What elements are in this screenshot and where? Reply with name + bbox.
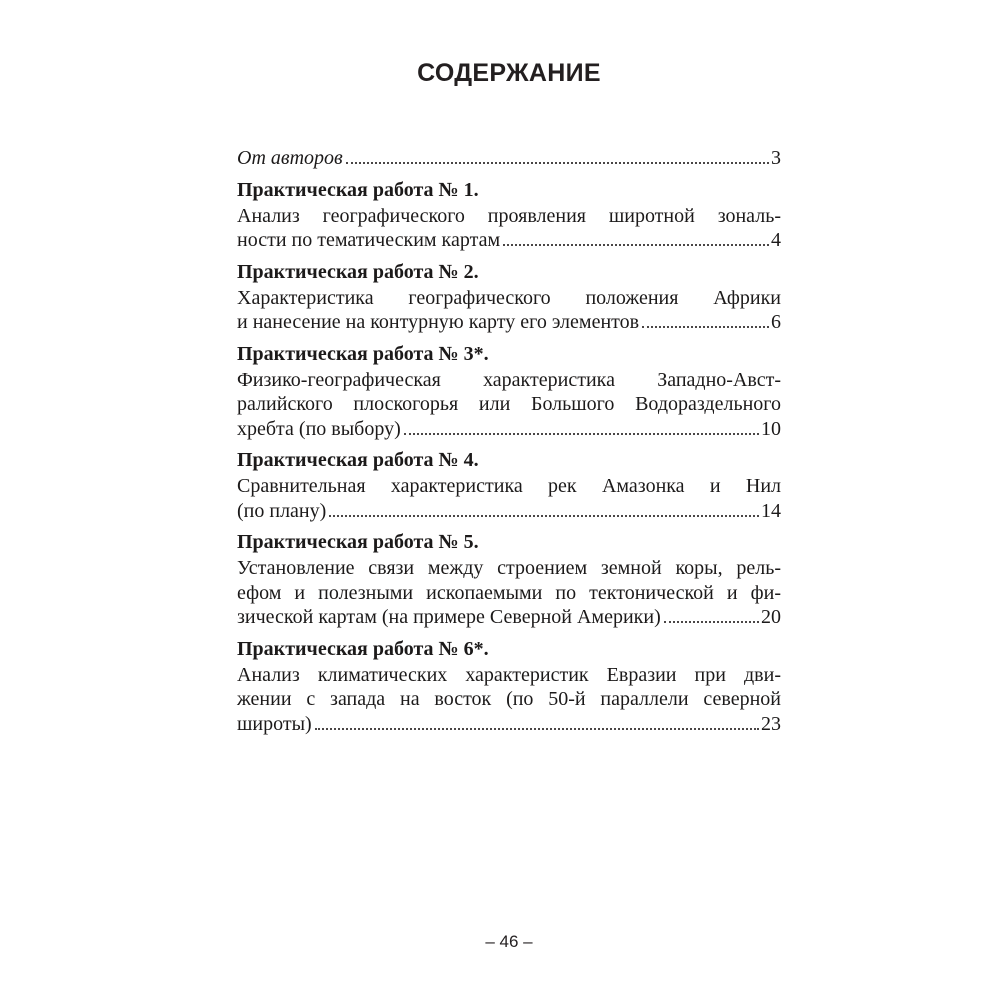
toc-line: Физико-географическая характеристика Западно-Авст- (237, 368, 781, 391)
toc-page-number: 3 (771, 147, 781, 169)
toc-last-line (237, 712, 781, 737)
toc-line: Анализ климатических характеристик Евразии при дви- (237, 663, 781, 686)
toc-leader (503, 243, 769, 246)
toc-entry-work-1 (237, 177, 781, 253)
toc-entry-work-4 (237, 447, 781, 523)
toc-leader (329, 514, 759, 517)
toc-line: жении с запада на восток (по 50-й параллели северной (237, 688, 781, 710)
toc-leader (404, 432, 759, 435)
toc-page-number: 23 (761, 712, 781, 735)
toc-line: ралийского плоскогорья или Большого Водораздельного (237, 393, 781, 415)
toc-entry-work-2 (237, 259, 781, 335)
table-of-contents (237, 146, 781, 736)
toc-leader (664, 620, 759, 623)
toc-line: Установление связи между строением земной коры, рель- (237, 557, 781, 579)
toc-leader (315, 727, 759, 730)
toc-entry-preface (237, 146, 781, 171)
toc-heading: Практическая работа № 6*. (237, 637, 489, 660)
toc-last-line (237, 417, 781, 442)
toc-leader (346, 161, 769, 164)
toc-entry-work-6 (237, 636, 781, 737)
toc-line: (по плану) (237, 499, 327, 522)
toc-heading: Практическая работа № 2. (237, 260, 479, 283)
toc-line: хребта (по выбору) (237, 417, 401, 440)
toc-leader (642, 325, 769, 328)
page-title: СОДЕРЖАНИЕ (417, 59, 601, 87)
toc-page-number: 10 (761, 417, 781, 440)
toc-last-line (237, 605, 781, 630)
toc-line: Анализ географического проявления широтной зональ- (237, 204, 781, 227)
page-number: – 46 – (485, 932, 533, 951)
toc-heading: Практическая работа № 1. (237, 178, 479, 201)
toc-line: широты) (237, 712, 312, 735)
toc-line: Сравнительная характеристика рек Амазонка и Нил (237, 475, 781, 497)
toc-entry-work-5 (237, 529, 781, 630)
toc-page-number: 20 (761, 606, 781, 628)
toc-line: Характеристика географического положения Африки (237, 286, 781, 309)
toc-line: зической картам (на примере Северной Америки) (237, 606, 661, 628)
toc-last-line (237, 499, 781, 524)
toc-entry-label: От авторов (237, 147, 343, 169)
toc-last-line (237, 310, 781, 335)
toc-heading: Практическая работа № 5. (237, 531, 479, 553)
toc-page-number: 6 (771, 311, 781, 333)
toc-last-line (237, 228, 781, 253)
toc-line: и нанесение на контурную карту его элементов (237, 311, 640, 333)
toc-line: ефом и полезными ископаемыми по тектонической и фи- (237, 581, 781, 604)
toc-page-number: 4 (771, 229, 781, 251)
toc-line: ности по тематическим картам (237, 229, 501, 251)
toc-heading: Практическая работа № 3*. (237, 342, 489, 365)
toc-heading: Практическая работа № 4. (237, 449, 479, 471)
toc-entry-work-3 (237, 341, 781, 442)
toc-page-number: 14 (761, 499, 781, 522)
